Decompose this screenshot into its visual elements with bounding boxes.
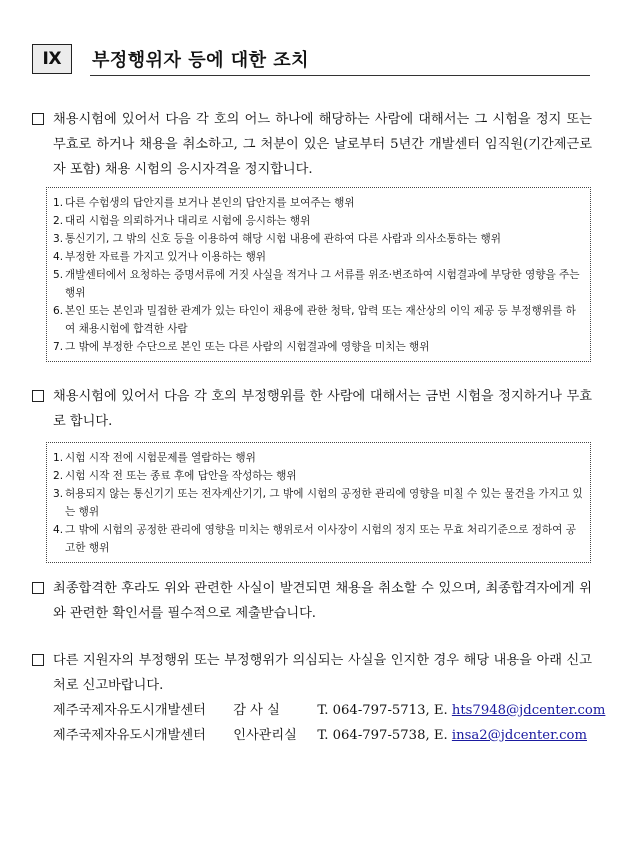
contact-line — [53, 699, 605, 723]
list-box-2 — [46, 442, 591, 563]
list-item: 1. 시험 시작 전에 시험문제를 열람하는 행위 — [53, 452, 256, 464]
list-item: 7. 그 밖에 부정한 수단으로 본인 또는 다른 사람의 시험결과에 영향을 미치는 행위 — [53, 341, 430, 353]
paragraph-1-text: 채용시험에 있어서 다음 각 호의 어느 하나에 해당하는 사람에 대해서는 그 시험을 정지 또는 무효로 하거나 채용을 취소하고, 그 처분이 있은 날로부터 5년간 개발센터 임직원(기간제근로자 포함) 채용 시험의 응시자격을 정지합니다. — [53, 112, 592, 177]
section-title: 부정행위자 등에 대한 조치 — [92, 50, 310, 71]
list-item: 1. 다른 수험생의 답안지를 보거나 본인의 답안지를 보여주는 행위 — [53, 197, 355, 209]
paragraph-3 — [32, 576, 592, 626]
list-item: 5. 개발센터에서 요청하는 증명서류에 거짓 사실을 적거나 그 서류를 위조·변조하여 시험결과에 부당한 영향을 주는 행위 — [53, 269, 580, 299]
contact-org: 제주국제자유도시개발센터 — [53, 703, 206, 718]
checkbox-square-icon — [32, 390, 44, 402]
section-heading — [32, 44, 590, 76]
paragraph-1 — [32, 107, 592, 182]
list-item: 6. 본인 또는 본인과 밀접한 관계가 있는 타인이 채용에 관한 청탁, 압력 또는 재산상의 이익 제공 등 부정행위를 하여 채용시험에 합격한 사람 — [53, 305, 576, 335]
contact-line — [53, 724, 587, 748]
contact-email-link[interactable]: hts7948@jdcenter.com — [451, 703, 606, 718]
list-item: 4. 그 밖에 시험의 공정한 관리에 영향을 미치는 행위로서 이사장이 시험의 정지 또는 무효 처리기준으로 정하여 공고한 행위 — [53, 524, 577, 554]
paragraph-4 — [32, 648, 592, 698]
list-item: 4. 부정한 자료를 가지고 있거나 이용하는 행위 — [53, 251, 267, 263]
contact-org: 제주국제자유도시개발센터 — [53, 728, 206, 743]
contact-dept: 감 사 실 — [233, 703, 280, 718]
list-item: 2. 대리 시험을 의뢰하거나 대리로 시험에 응시하는 행위 — [53, 215, 311, 227]
section-number-box: Ⅸ — [32, 44, 72, 74]
contact-email-link[interactable]: insa2@jdcenter.com — [451, 728, 587, 743]
checkbox-square-icon — [32, 113, 44, 125]
list-item: 2. 시험 시작 전 또는 종료 후에 답안을 작성하는 행위 — [53, 470, 297, 482]
checkbox-square-icon — [32, 654, 44, 666]
paragraph-2 — [32, 384, 592, 434]
paragraph-2-text: 채용시험에 있어서 다음 각 호의 부정행위를 한 사람에 대해서는 금번 시험을 정지하거나 무효로 합니다. — [53, 389, 592, 429]
paragraph-3-text: 최종합격한 후라도 위와 관련한 사실이 발견되면 채용을 취소할 수 있으며, 최종합격자에게 위와 관련한 확인서를 필수적으로 제출받습니다. — [53, 581, 592, 621]
paragraph-4-text: 다른 지원자의 부정행위 또는 부정행위가 의심되는 사실을 인지한 경우 해당 내용을 아래 신고처로 신고바랍니다. — [53, 653, 592, 693]
heading-underline — [90, 75, 590, 76]
list-box-1 — [46, 187, 591, 362]
list-item: 3. 통신기기, 그 밖의 신호 등을 이용하여 해당 시험 내용에 관하여 다른 사람과 의사소통하는 행위 — [53, 233, 502, 245]
contact-phone: T. 064-797-5713, E. — [317, 703, 448, 718]
checkbox-square-icon — [32, 582, 44, 594]
list-item: 3. 허용되지 않는 통신기기 또는 전자계산기기, 그 밖에 시험의 공정한 관리에 영향을 미칠 수 있는 물건을 가지고 있는 행위 — [53, 488, 583, 518]
contact-dept: 인사관리실 — [233, 728, 297, 743]
contact-phone: T. 064-797-5738, E. — [317, 728, 448, 743]
